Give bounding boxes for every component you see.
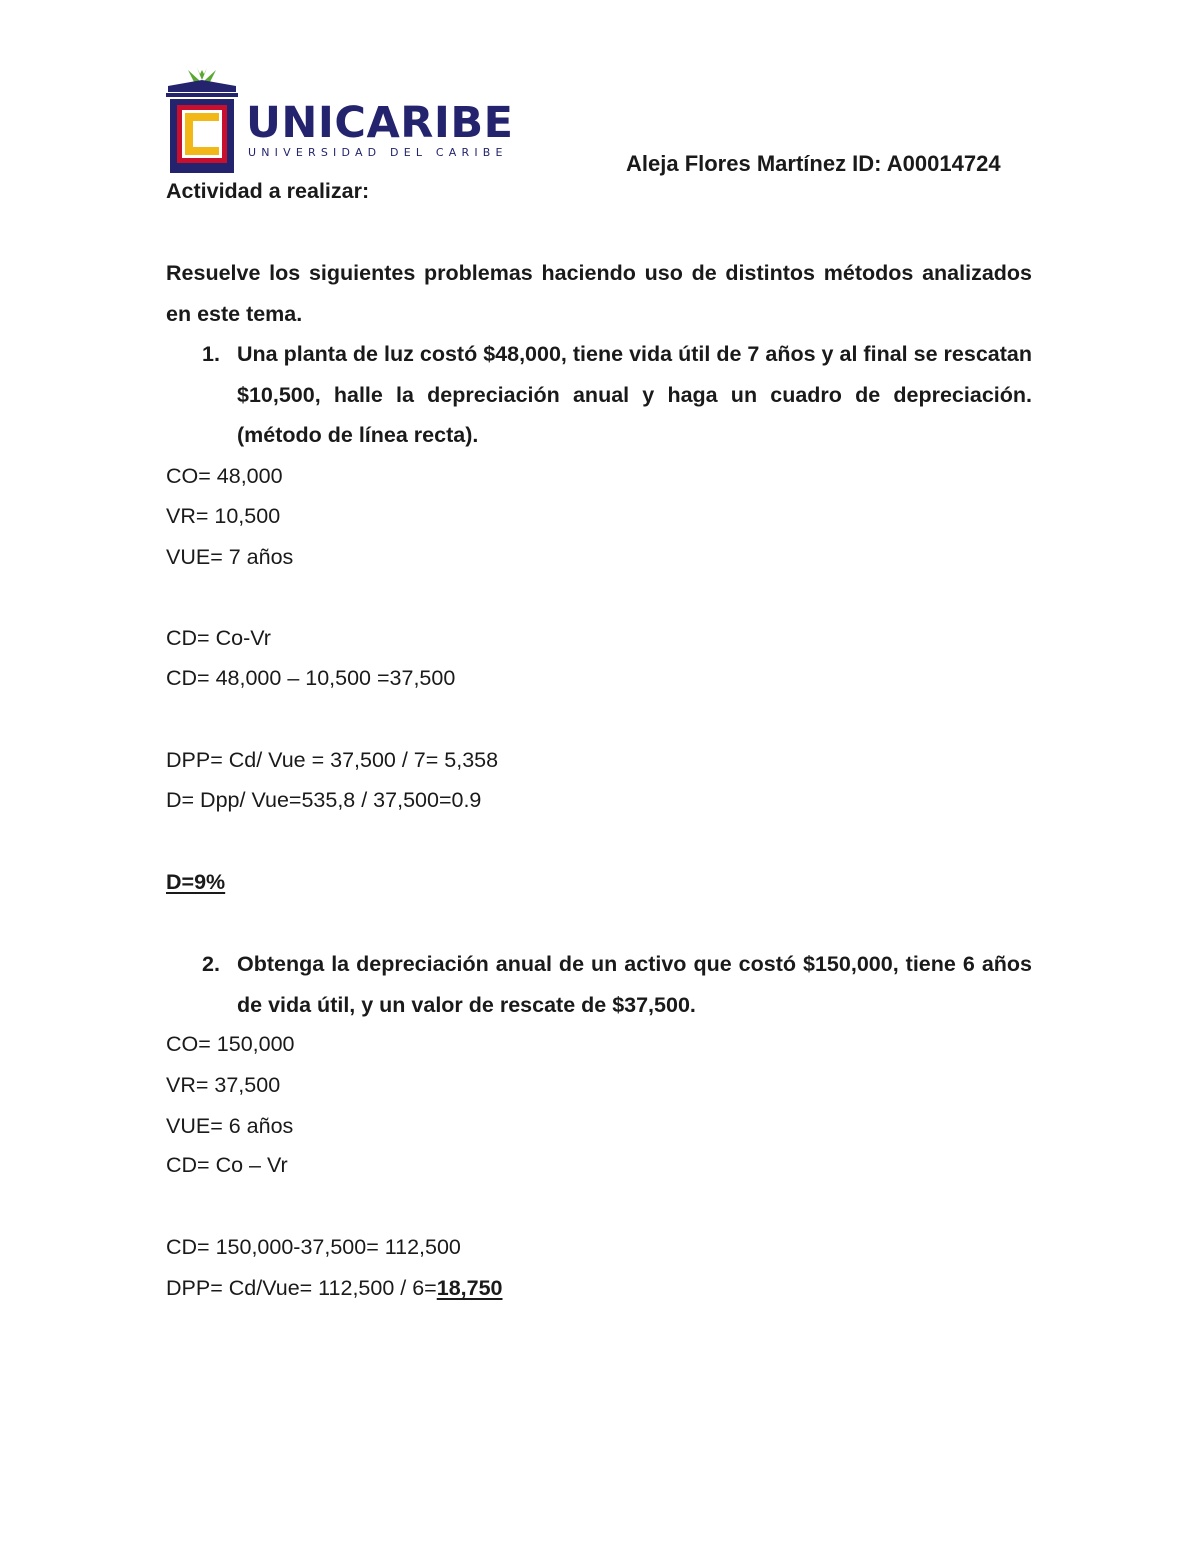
p1-vue: VUE= 7 años (166, 545, 294, 569)
p1-cd-calc: CD= 48,000 – 10,500 =37,500 (166, 666, 456, 690)
author-id: Aleja Flores Martínez ID: A00014724 (626, 151, 1001, 176)
p2-cd-calc: CD= 150,000-37,500= 112,500 (166, 1235, 461, 1259)
p1-result: D=9% (166, 870, 226, 894)
problem-2-statement (166, 944, 1032, 1025)
problem-2-number: 2. (202, 952, 220, 976)
p2-cd-formula: CD= Co – Vr (166, 1153, 288, 1177)
problem-1-text: Una planta de luz costó $48,000, tiene vida útil de 7 años y al final se rescatan $10,500, halle la depreciación anual y haga un cuadro de depreciación. (método de línea recta). (237, 342, 1032, 447)
p1-cd-formula: CD= Co-Vr (166, 626, 271, 650)
p2-dpp-prefix: DPP= Cd/Vue= 112,500 / 6= (166, 1276, 437, 1300)
university-emblem-icon (166, 68, 238, 174)
p1-dpp: DPP= Cd/ Vue = 37,500 / 7= 5,358 (166, 748, 499, 772)
p2-dpp (166, 1275, 503, 1301)
activity-title: Actividad a realizar: (166, 179, 370, 203)
unicaribe-logo (166, 68, 514, 174)
intro-paragraph: Resuelve los siguientes problemas haciendo uso de distintos métodos analizados en este tema. (166, 261, 1032, 326)
problem-2-text: Obtenga la depreciación anual de un activo que costó $150,000, tiene 6 años de vida útil, y un valor de rescate de $37,500. (237, 952, 1032, 1017)
p2-vr: VR= 37,500 (166, 1073, 281, 1097)
problem-1-number: 1. (202, 342, 220, 366)
p1-vr: VR= 10,500 (166, 504, 281, 528)
p2-dpp-result: 18,750 (436, 1276, 503, 1300)
problem-1-statement (166, 334, 1032, 456)
p2-vue: VUE= 6 años (166, 1114, 294, 1138)
p2-co: CO= 150,000 (166, 1032, 295, 1056)
logo-wordmark: UNICARIBE (246, 98, 514, 148)
p1-d: D= Dpp/ Vue=535,8 / 37,500=0.9 (166, 788, 482, 812)
logo-tagline: UNIVERSIDAD DEL CARIBE (248, 146, 508, 159)
p1-co: CO= 48,000 (166, 464, 283, 488)
